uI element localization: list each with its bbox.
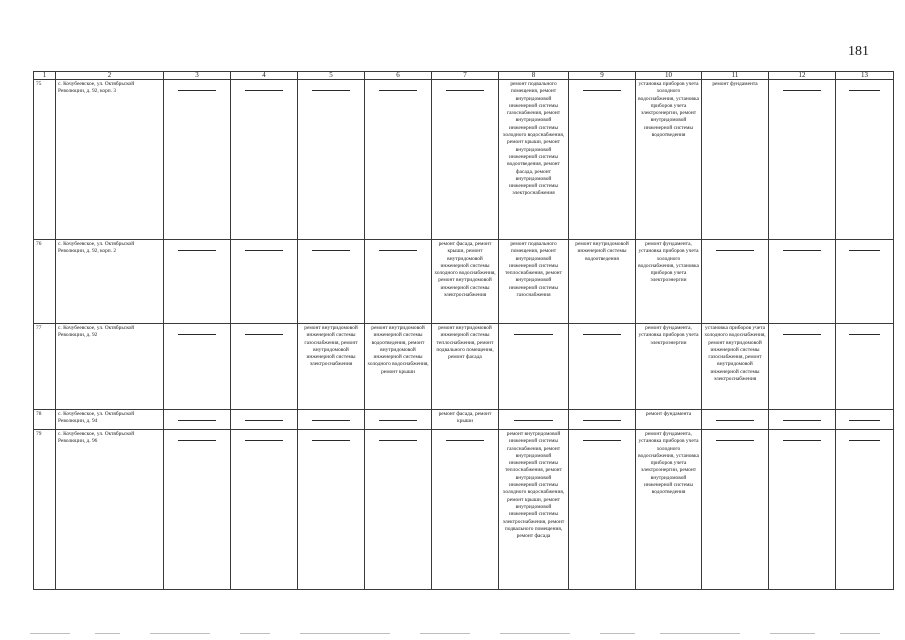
empty-cell [836,324,894,410]
table-row [34,410,894,430]
column-number: 10 [636,72,702,80]
empty-cell [569,430,636,590]
repair-schedule-table [33,71,894,590]
empty-cell [164,324,231,410]
dash-mark [312,420,349,421]
empty-cell [231,410,298,430]
empty-cell [298,80,365,240]
dash-mark [245,440,282,441]
dash-mark [849,334,881,335]
empty-cell [836,410,894,430]
column-number: 3 [164,72,231,80]
row-number: 78 [34,410,56,430]
dash-mark [783,90,820,91]
dash-mark [178,90,215,91]
empty-cell [569,324,636,410]
empty-cell [231,324,298,410]
scan-noise [0,630,905,640]
empty-cell [702,410,769,430]
dash-mark [514,420,553,421]
table-row [34,430,894,590]
empty-cell [231,430,298,590]
column-number: 7 [432,72,499,80]
dash-mark [583,420,620,421]
dash-mark [716,250,753,251]
column-number: 8 [499,72,569,80]
empty-cell [164,430,231,590]
work-cell: установка приборов учета холодного водоснабжения, установка приборов учета электроэнергии, ремонт внутридомовой инженерной системы водоотведения [636,80,702,240]
dash-mark [446,440,483,441]
empty-cell [702,430,769,590]
row-number: 75 [34,80,56,240]
column-number: 12 [769,72,836,80]
empty-cell [769,324,836,410]
dash-mark [849,250,881,251]
dash-mark [379,90,416,91]
empty-cell [836,430,894,590]
empty-cell [769,430,836,590]
work-cell: ремонт внутридомовой инженерной системы водоотведения [569,240,636,324]
work-cell: ремонт внутридомовой инженерной системы теплоснабжения, ремонт подвального помещения, ремонт фасада [432,324,499,410]
dash-mark [312,90,349,91]
column-number: 5 [298,72,365,80]
empty-cell [432,430,499,590]
work-cell: ремонт внутридомовой инженерной системы газоснабжения, ремонт внутридомовой инженерной системы теплоснабжения, ремонт внутридомовой инженерной системы холодного водоснабжения, ремонт крыши, ремонт внутридомовой инженерной системы электроснабжения, ремонт подвального помещения, ремонт фасада [499,430,569,590]
row-number: 77 [34,324,56,410]
dash-mark [245,90,282,91]
column-number: 9 [569,72,636,80]
dash-mark [849,440,881,441]
dash-mark [178,334,215,335]
empty-cell [432,80,499,240]
empty-cell [298,410,365,430]
dash-mark [783,420,820,421]
empty-cell [569,410,636,430]
address-cell: с. Кочубеевское, ул. Октябрьской Революции, д. 92, корп. 2 [56,240,164,324]
dash-mark [379,420,416,421]
empty-cell [298,240,365,324]
column-number: 11 [702,72,769,80]
work-cell: ремонт внутридомовой инженерной системы газоснабжения, ремонт внутридомовой инженерной системы электроснабжения [298,324,365,410]
work-cell: ремонт фундамента, установка приборов учета холодного водоснабжения, установка приборов учета электроэнергии [636,240,702,324]
dash-mark [783,250,820,251]
table-row [34,324,894,410]
dash-mark [716,440,753,441]
empty-cell [298,430,365,590]
table-row [34,240,894,324]
empty-cell [499,324,569,410]
empty-cell [164,410,231,430]
address-cell: с. Кочубеевское, ул. Октябрьской Революции, д. 92, корп. 3 [56,80,164,240]
empty-cell [769,240,836,324]
dash-mark [379,440,416,441]
address-cell: с. Кочубеевское, ул. Октябрьской Революции, д. 94 [56,410,164,430]
work-cell: ремонт подвального помещения, ремонт внутридомовой инженерной системы газоснабжения, ремонт внутридомовой инженерной системы холодного водоснабжения, ремонт крыши, ремонт внутридомовой инженерной системы водоотведения, ремонт фасада, ремонт внутридомовой инженерной системы электроснабжения [499,80,569,240]
work-cell: ремонт фасада, ремонт крыши [432,410,499,430]
address-cell: с. Кочубеевское, ул. Октябрьской Революции, д. 96 [56,430,164,590]
empty-cell [365,240,432,324]
empty-cell [231,80,298,240]
dash-mark [583,440,620,441]
column-number-row [34,72,894,80]
empty-cell [499,410,569,430]
dash-mark [849,420,881,421]
empty-cell [164,240,231,324]
empty-cell [769,410,836,430]
dash-mark [583,334,620,335]
dash-mark [312,440,349,441]
empty-cell [365,80,432,240]
empty-cell [836,240,894,324]
empty-cell [365,430,432,590]
dash-mark [583,90,620,91]
dash-mark [379,250,416,251]
row-number: 76 [34,240,56,324]
work-cell: ремонт фундамента [702,80,769,240]
dash-mark [446,90,483,91]
column-number: 1 [34,72,56,80]
dash-mark [514,334,553,335]
dash-mark [849,90,881,91]
dash-mark [245,420,282,421]
column-number: 2 [56,72,164,80]
dash-mark [783,334,820,335]
dash-mark [716,420,753,421]
work-cell: ремонт фундамента, установка приборов учета холодного водоснабжения, установка приборов учета электроэнергии, ремонт внутридомовой инженерной системы водоотведения [636,430,702,590]
empty-cell [164,80,231,240]
work-cell: ремонт фундамента, установка приборов учета электроэнергии [636,324,702,410]
column-number: 4 [231,72,298,80]
dash-mark [178,250,215,251]
work-cell: ремонт фундамента [636,410,702,430]
address-cell: с. Кочубеевское, ул. Октябрьской Революции, д. 92 [56,324,164,410]
empty-cell [231,240,298,324]
row-number: 79 [34,430,56,590]
page-number: 181 [848,44,869,59]
work-cell: ремонт фасада, ремонт крыши, ремонт внутридомовой инженерной системы холодного водоснабжения, ремонт внутридомовой инженерной системы электроснабжения [432,240,499,324]
empty-cell [836,80,894,240]
empty-cell [769,80,836,240]
work-cell: ремонт внутридомовой инженерной системы водоотведения, ремонт внутридомовой инженерной системы холодного водоснабжения, ремонт крыши [365,324,432,410]
dash-mark [245,250,282,251]
work-cell: установка приборов учета холодного водоснабжения, ремонт внутридомовой инженерной системы газоснабжения, ремонт внутридомовой инженерной системы электроснабжения [702,324,769,410]
table-row [34,80,894,240]
dash-mark [178,420,215,421]
work-cell: ремонт подвального помещения, ремонт внутридомовой инженерной системы теплоснабжения, ремонт внутридомовой инженерной системы газоснабжения [499,240,569,324]
column-number: 6 [365,72,432,80]
empty-cell [702,240,769,324]
dash-mark [245,334,282,335]
column-number: 13 [836,72,894,80]
dash-mark [783,440,820,441]
empty-cell [569,80,636,240]
empty-cell [365,410,432,430]
dash-mark [312,250,349,251]
dash-mark [178,440,215,441]
